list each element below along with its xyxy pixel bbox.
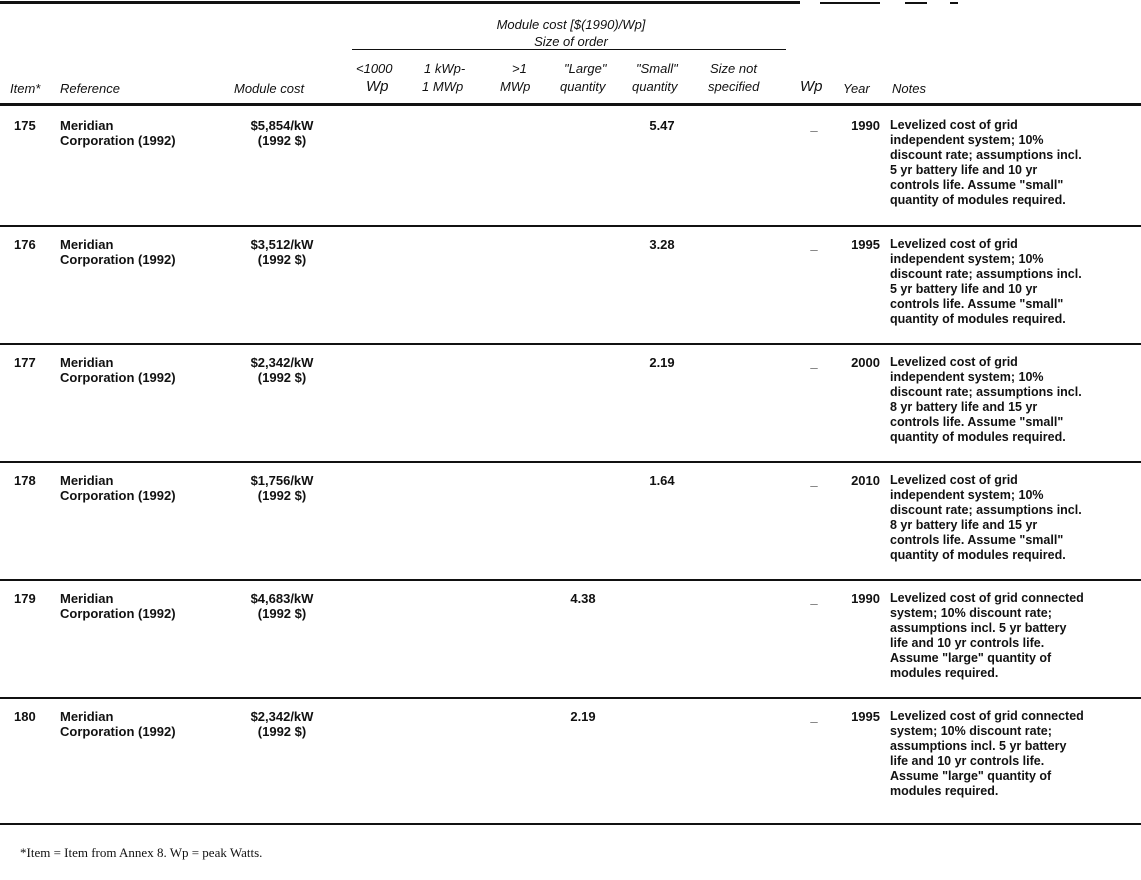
notes-line: Assume "large" quantity of [890,651,1052,665]
module-cost-line: $2,342/kW [250,709,314,724]
col-header-gt1: >1 [512,61,527,76]
col-header-year: Year [843,81,870,96]
group-title-line1: Module cost [$(1990)/Wp] [496,17,646,32]
module-cost-line: $5,854/kW [250,118,314,133]
module-cost-line: (1992 $) [257,133,307,148]
item-number: 179 [14,591,36,606]
notes-line: independent system; 10% [890,133,1044,147]
row-rule [0,697,1141,699]
module-cost [232,591,332,621]
module-cost [232,118,332,148]
module-cost-line: $4,683/kW [250,591,314,606]
col-header-small-unit: quantity [632,79,678,94]
notes-line: 8 yr battery life and 15 yr [890,400,1038,414]
reference-line: Corporation (1992) [60,370,176,385]
module-cost [232,237,332,267]
small-quantity-value: 5.47 [649,118,675,133]
col-header-1kw: 1 kWp- [424,61,466,76]
wp-value: _ [810,118,818,133]
reference [60,473,230,503]
notes [890,237,1135,327]
notes-line: assumptions incl. 5 yr battery [890,621,1067,635]
notes-line: quantity of modules required. [890,430,1066,444]
col-header-module-cost: Module cost [234,81,305,96]
notes-line: Levelized cost of grid [890,355,1018,369]
reference-line: Corporation (1992) [60,133,176,148]
notes-line: Levelized cost of grid [890,473,1018,487]
year-value: 1995 [851,709,880,724]
reference-line: Meridian [60,709,114,724]
col-header-wp: Wp [800,78,823,95]
module-cost-line: $1,756/kW [250,473,314,488]
reference-line: Meridian [60,118,114,133]
notes-line: controls life. Assume "small" [890,178,1064,192]
small-quantity-value: 3.28 [649,237,675,252]
col-header-notspec: Size not [710,61,757,76]
notes-line: discount rate; assumptions incl. [890,148,1082,162]
notes-line: Assume "large" quantity of [890,769,1052,783]
row-rule [0,343,1141,345]
row-rule [0,579,1141,581]
module-cost-line: (1992 $) [257,252,307,267]
item-number: 175 [14,118,36,133]
notes [890,355,1135,445]
col-header-notes: Notes [892,81,926,96]
col-header-notspec-unit: specified [708,79,760,94]
wp-value: _ [810,473,818,488]
footnote: *Item = Item from Annex 8. Wp = peak Watts. [20,845,263,860]
notes-line: discount rate; assumptions incl. [890,503,1082,517]
group-title-line2: Size of order [534,34,608,49]
module-cost [232,709,332,739]
notes-line: Levelized cost of grid [890,118,1018,132]
reference-line: Corporation (1992) [60,488,176,503]
notes-line: Levelized cost of grid [890,237,1018,251]
reference-line: Corporation (1992) [60,724,176,739]
notes-line: 5 yr battery life and 10 yr [890,163,1038,177]
col-header-small: "Small" [636,61,678,76]
col-header-lt1000-unit: Wp [366,78,389,95]
notes-line: controls life. Assume "small" [890,533,1064,547]
notes-line: 8 yr battery life and 15 yr [890,518,1038,532]
item-number: 177 [14,355,36,370]
reference-line: Meridian [60,473,114,488]
notes-line: controls life. Assume "small" [890,297,1064,311]
item-number: 180 [14,709,36,724]
small-quantity-value: 2.19 [649,355,675,370]
module-cost-line: (1992 $) [257,606,307,621]
notes-line: system; 10% discount rate; [890,724,1052,738]
year-value: 1990 [851,118,880,133]
top-rule [0,0,1141,5]
reference [60,118,230,148]
reference-line: Corporation (1992) [60,252,176,267]
notes-line: quantity of modules required. [890,312,1066,326]
year-value: 2000 [851,355,880,370]
bottom-rule [0,823,1141,825]
notes-line: assumptions incl. 5 yr battery [890,739,1067,753]
notes-line: discount rate; assumptions incl. [890,385,1082,399]
group-rule [352,49,786,50]
large-quantity-value: 4.38 [570,591,596,606]
notes-line: independent system; 10% [890,370,1044,384]
wp-value: _ [810,355,818,370]
notes-line: independent system; 10% [890,252,1044,266]
reference [60,709,230,739]
notes [890,591,1135,681]
large-quantity-value: 2.19 [570,709,596,724]
item-number: 178 [14,473,36,488]
year-value: 1990 [851,591,880,606]
year-value: 2010 [851,473,880,488]
col-header-large: "Large" [564,61,607,76]
item-number: 176 [14,237,36,252]
col-header-lt1000: <1000 [356,61,393,76]
col-header-gt1-unit: MWp [500,79,531,94]
notes-line: Levelized cost of grid connected [890,709,1084,723]
module-cost-line: (1992 $) [257,488,307,503]
module-cost-line: $3,512/kW [250,237,314,252]
reference [60,237,230,267]
notes [890,473,1135,563]
top-rule-dash [820,2,880,4]
row-rule [0,225,1141,227]
notes [890,709,1135,799]
module-cost-line: (1992 $) [257,370,307,385]
reference-line: Meridian [60,355,114,370]
reference-line: Corporation (1992) [60,606,176,621]
reference-line: Meridian [60,591,114,606]
notes-line: 5 yr battery life and 10 yr [890,282,1038,296]
top-rule-solid [0,1,800,4]
col-header-item: Item* [10,81,41,96]
small-quantity-value: 1.64 [649,473,675,488]
notes-line: quantity of modules required. [890,193,1066,207]
reference [60,355,230,385]
notes-line: modules required. [890,666,999,680]
row-rule [0,461,1141,463]
col-header-reference: Reference [60,81,120,96]
year-value: 1995 [851,237,880,252]
col-header-1kw-unit: 1 MWp [422,79,464,94]
reference-line: Meridian [60,237,114,252]
notes-line: modules required. [890,784,999,798]
notes-line: life and 10 yr controls life. [890,636,1045,650]
notes-line: discount rate; assumptions incl. [890,267,1082,281]
module-cost-line: $2,342/kW [250,355,314,370]
col-header-large-unit: quantity [560,79,606,94]
top-rule-dash [905,2,927,4]
header-rule [0,103,1141,106]
notes-line: Levelized cost of grid connected [890,591,1084,605]
module-cost-line: (1992 $) [257,724,307,739]
reference [60,591,230,621]
module-cost [232,355,332,385]
notes-line: controls life. Assume "small" [890,415,1064,429]
wp-value: _ [810,237,818,252]
wp-value: _ [810,591,818,606]
top-rule-dash [950,2,958,4]
notes [890,118,1135,208]
notes-line: life and 10 yr controls life. [890,754,1045,768]
notes-line: independent system; 10% [890,488,1044,502]
wp-value: _ [810,709,818,724]
module-cost [232,473,332,503]
notes-line: system; 10% discount rate; [890,606,1052,620]
notes-line: quantity of modules required. [890,548,1066,562]
